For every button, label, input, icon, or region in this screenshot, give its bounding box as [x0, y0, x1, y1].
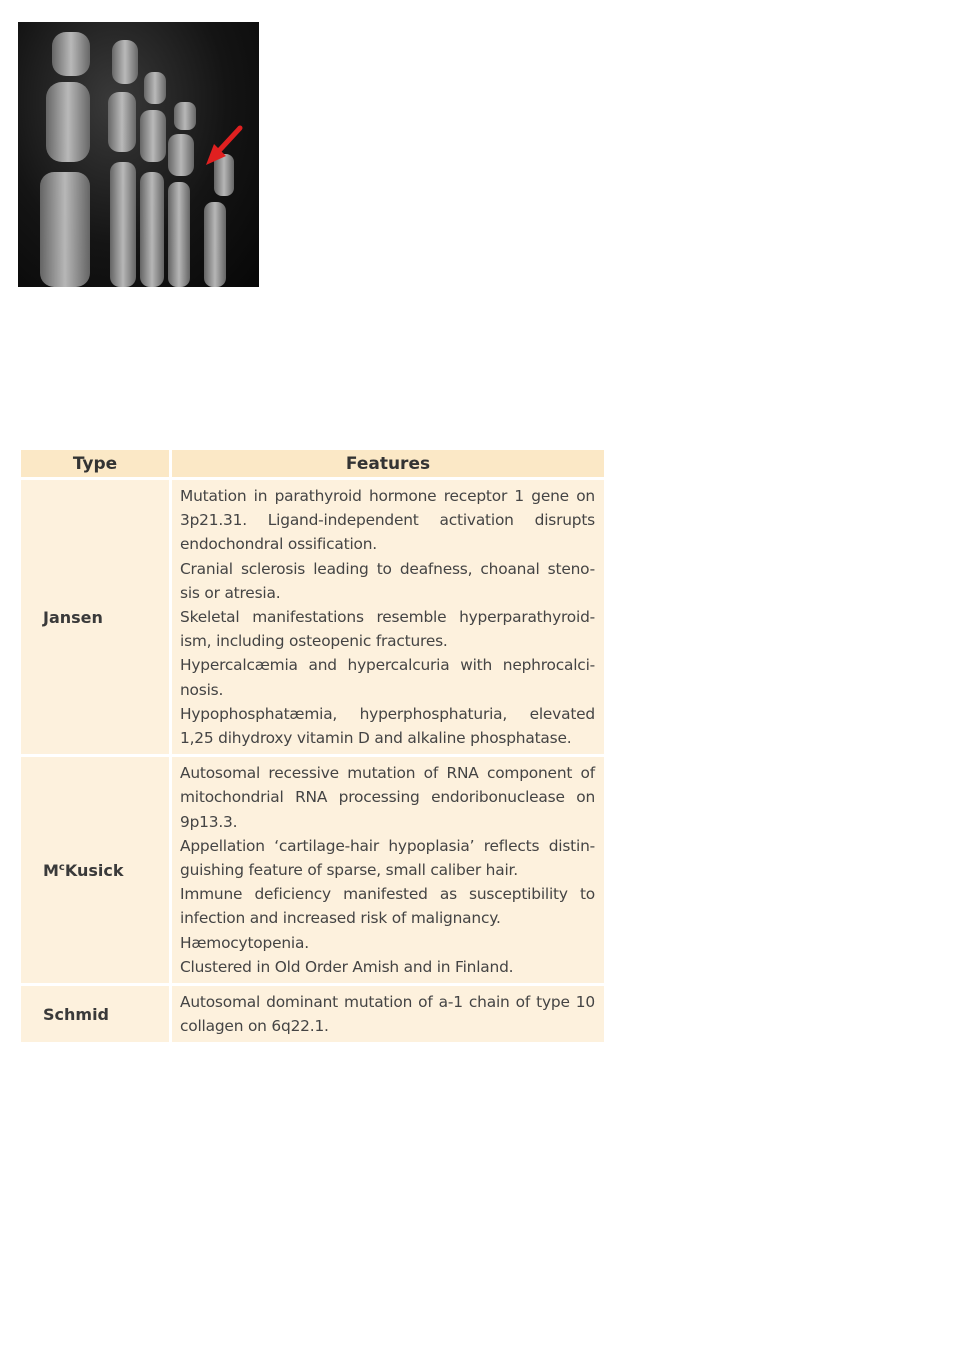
row-type-schmid: Schmid	[20, 985, 171, 1044]
xray-foot-image	[18, 22, 259, 287]
type-superscript: c	[58, 861, 65, 873]
row-type-jansen: Jansen	[20, 479, 171, 756]
table-row	[20, 479, 606, 756]
table-row	[20, 756, 606, 985]
row-type-mckusick	[20, 756, 171, 985]
header-features: Features	[171, 449, 606, 479]
feature-line: Appellation ‘cartilage-hair hypoplasia’ reflects distin- guishing feature of sparse, small caliber hair.	[180, 836, 595, 880]
feature-line: Skeletal manifestations resemble hyperparathyroid- ism, including osteopenic fractures.	[180, 608, 595, 651]
feature-line: Immune deficiency manifested as susceptibility to infection and increased risk of malignancy.	[180, 885, 595, 928]
feature-line: Autosomal dominant mutation of a-1 chain of type 10 collagen on 6q22.1.	[180, 993, 595, 1036]
header-type: Type	[20, 449, 171, 479]
feature-line: Hæmocytopenia.	[180, 933, 309, 952]
feature-line: Hypophosphatæmia, hyperphosphaturia, elevated 1,25 dihydroxy vitamin D and alkaline phosphatase.	[180, 704, 595, 748]
row-features-mckusick	[171, 756, 606, 985]
table-row	[20, 985, 606, 1044]
features-table	[18, 447, 607, 1045]
feature-line: Mutation in parathyroid hormone receptor 1 gene on 3p21.31. Ligand-independent activation disrupts endochondral ossification.	[180, 487, 595, 554]
row-features-jansen	[171, 479, 606, 756]
type-prefix: M	[43, 860, 59, 880]
type-rest: Kusick	[64, 860, 124, 880]
row-features-schmid	[171, 985, 606, 1044]
feature-line: Hypercalcæmia and hypercalcuria with nephrocalci- nosis.	[180, 656, 595, 699]
feature-line: Cranial sclerosis leading to deafness, choanal steno- sis or atresia.	[180, 559, 595, 602]
feature-line: Clustered in Old Order Amish and in Finland.	[180, 957, 514, 976]
feature-line: Autosomal recessive mutation of RNA component of mitochondrial RNA processing endoribonuclease on 9p13.3.	[180, 764, 595, 831]
table-header-row	[20, 449, 606, 479]
